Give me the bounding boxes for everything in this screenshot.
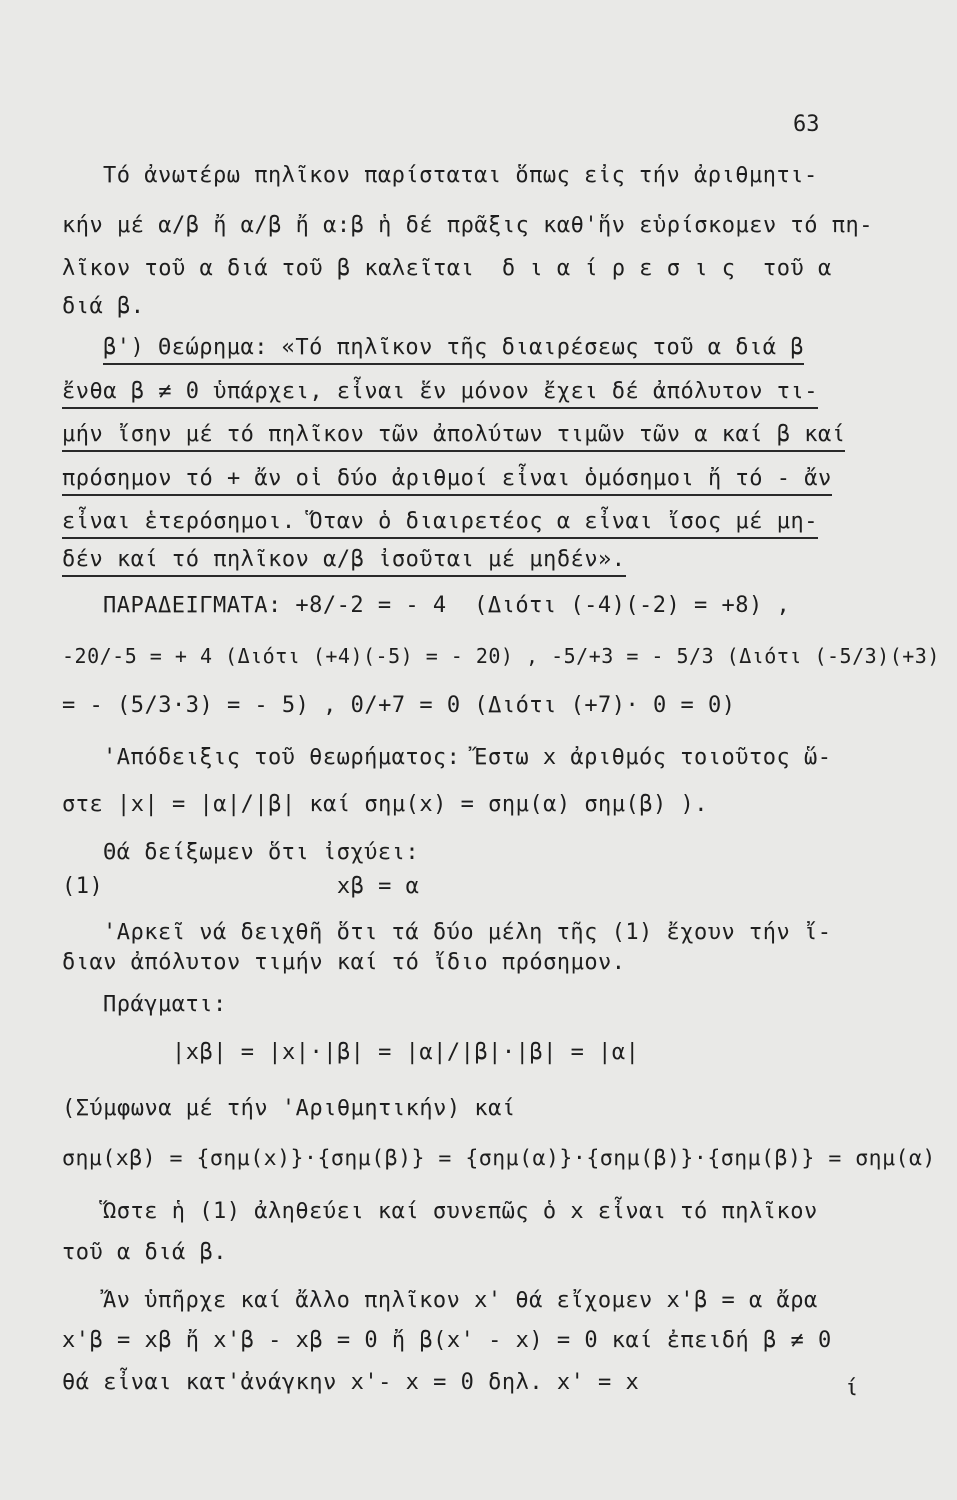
theorem-line: δέν καί τό πηλῖκον α/β ἰσοῦται μέ μηδέν». xyxy=(62,547,626,577)
proof-line: Ὥστε ἡ (1) ἀληθεύει καί συνεπῶς ὁ x εἶναι τό πηλῖκον xyxy=(103,1199,818,1224)
equation-1: (1) xβ = α xyxy=(62,874,420,899)
text-line: λῖκον τοῦ α διά τοῦ β καλεῖται δ ι α ί ρ ε σ ι ς τοῦ α xyxy=(62,256,832,281)
theorem-line: μήν ἴσην μέ τό πηλῖκον τῶν ἀπολύτων τιμῶν τῶν α καί β καί xyxy=(62,422,845,452)
proof-line: 'Αρκεῖ νά δειχθῆ ὅτι τά δύο μέλη τῆς (1) ἔχουν τήν ἴ- xyxy=(103,920,832,945)
examples-line: ΠΑΡΑΔΕΙΓΜΑΤΑ: +8/-2 = - 4 (Διότι (-4)(-2) = +8) , xyxy=(103,593,791,618)
proof-line: Θά δείξωμεν ὅτι ἰσχύει: xyxy=(103,840,420,865)
theorem-line: πρόσημον τό + ἄν οἱ δύο ἀριθμοί εἶναι ὁμόσημοι ἤ τό - ἄν xyxy=(62,466,832,496)
proof-line: τοῦ α διά β. xyxy=(62,1240,227,1265)
theorem-line: ἔνθα β ≠ 0 ὑπάρχει, εἶναι ἕν μόνον ἔχει δέ ἀπόλυτον τι- xyxy=(62,379,818,409)
margin-mark: ί xyxy=(845,1376,859,1401)
proof-line: διαν ἀπόλυτον τιμήν καί τό ἴδιο πρόσημον. xyxy=(62,950,626,975)
examples-line: = - (5/3·3) = - 5) , 0/+7 = 0 (Διότι (+7)· 0 = 0) xyxy=(62,693,736,718)
uniqueness-line: x'β = xβ ἤ x'β - xβ = 0 ἤ β(x' - x) = 0 καί ἐπειδή β ≠ 0 xyxy=(62,1328,832,1353)
proof-line: (Σύμφωνα μέ τήν 'Αριθμητικήν) καί xyxy=(62,1096,516,1121)
page-number: 63 xyxy=(793,112,820,137)
examples-line: -20/-5 = + 4 (Διότι (+4)(-5) = - 20) , -5/+3 = - 5/3 (Διότι (-5/3)(+3) xyxy=(62,644,940,668)
proof-line: Πράγματι: xyxy=(103,992,227,1017)
uniqueness-line: θά εἶναι κατ'ἀνάγκην x'- x = 0 δηλ. x' = x xyxy=(62,1370,640,1395)
text-line: διά β. xyxy=(62,294,145,319)
theorem-line: β') Θεώρημα: «Τό πηλῖκον τῆς διαιρέσεως τοῦ α διά β xyxy=(103,335,804,365)
equation-sign: σημ(xβ) = {σημ(x)}·{σημ(β)} = {σημ(α)}·{σημ(β)}·{σημ(β)} = σημ(α) xyxy=(62,1146,936,1171)
text-line: κήν μέ α/β ἤ α/β ἤ α:β ἡ δέ πρᾶξις καθ'ἥν εὑρίσκομεν τό πη- xyxy=(62,213,873,238)
equation-abs: |xβ| = |x|·|β| = |α|/|β|·|β| = |α| xyxy=(172,1040,640,1065)
text-line: Τό ἀνωτέρω πηλῖκον παρίσταται ὅπως εἰς τήν ἀριθμητι- xyxy=(103,163,818,188)
theorem-line: εἶναι ἑτερόσημοι. Ὅταν ὁ διαιρετέος α εἶναι ἴσος μέ μη- xyxy=(62,509,818,539)
uniqueness-line: Ἄν ὑπῆρχε καί ἄλλο πηλῖκον x' θά εἴχομεν x'β = α ἄρα xyxy=(103,1288,818,1313)
proof-line: στε |x| = |α|/|β| καί σημ(x) = σημ(α) σημ(β) ). xyxy=(62,792,709,817)
proof-line: 'Απόδειξις τοῦ θεωρήματος: Ἔστω x ἀριθμός τοιοῦτος ὥ- xyxy=(103,745,832,770)
